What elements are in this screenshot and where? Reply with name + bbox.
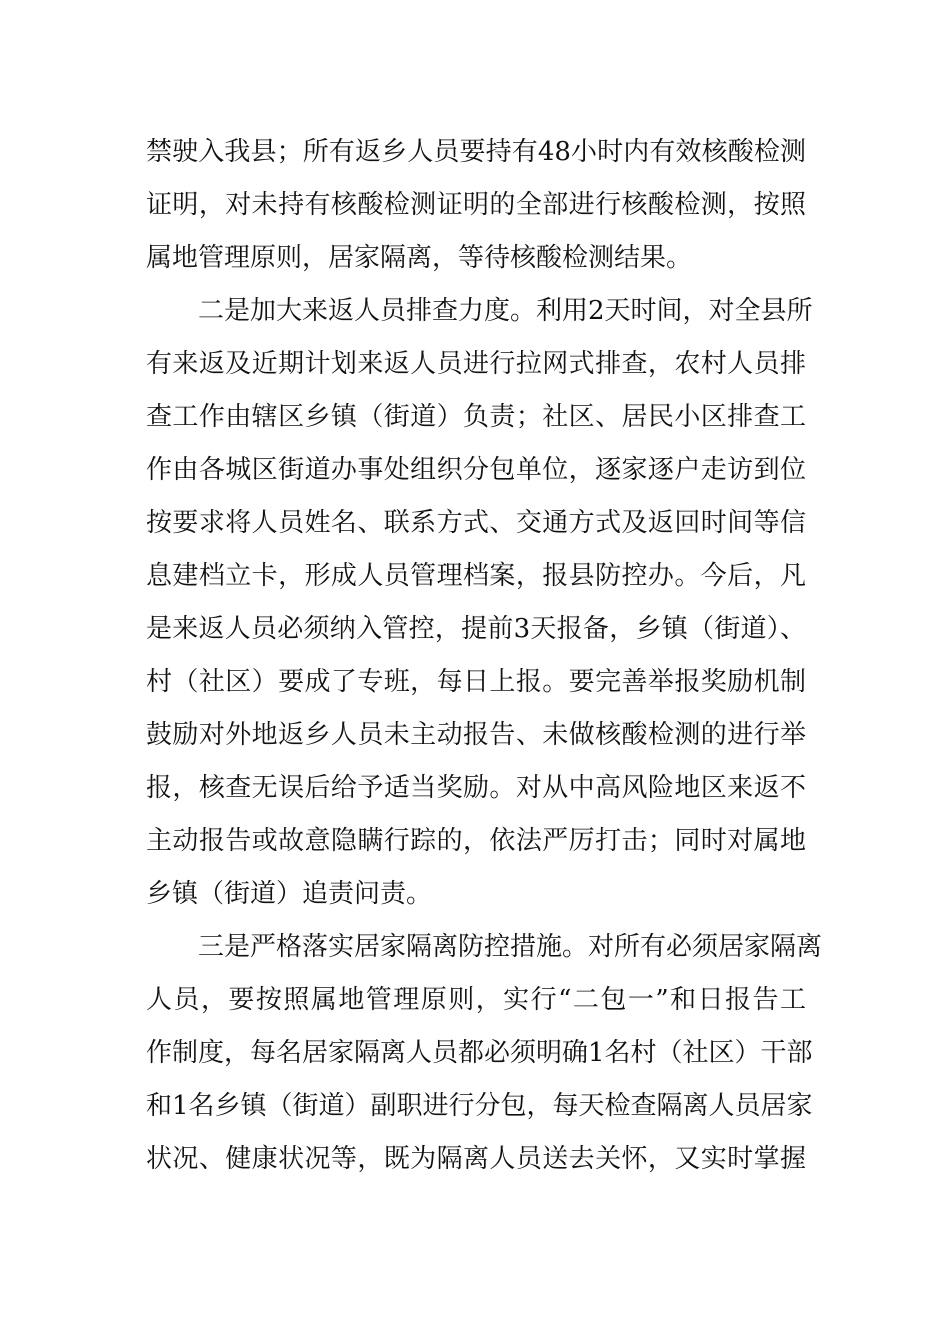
text-line: 是来返人员必须纳入管控，提前3天报备，乡镇（街道）、 — [146, 614, 806, 644]
text-line: 证明，对未持有核酸检测证明的全部进行核酸检测，按照 — [146, 190, 806, 220]
text-line: 和1名乡镇（街道）副职进行分包，每天检查隔离人员居家 — [146, 1091, 813, 1121]
text-line: 查工作由辖区乡镇（街道）负责；社区、居民小区排查工 — [146, 402, 806, 432]
text-line: 人员，要按照属地管理原则，实行“二包一”和日报告工 — [146, 985, 806, 1015]
text-line: 按要求将人员姓名、联系方式、交通方式及返回时间等信 — [146, 508, 806, 538]
text-line: 二是加大来返人员排查力度。利用2天时间，对全县所 — [198, 296, 813, 326]
text-line: 有来返及近期计划来返人员进行拉网式排查，农村人员排 — [146, 349, 806, 379]
body-text — [146, 126, 823, 1186]
text-line: 鼓励对外地返乡人员未主动报告、未做核酸检测的进行举 — [146, 720, 806, 750]
text-line: 状况、健康状况等，既为隔离人员送去关怀，又实时掌握 — [146, 1144, 806, 1174]
text-line: 村（社区）要成了专班，每日上报。要完善举报奖励机制 — [146, 667, 806, 697]
text-line: 主动报告或故意隐瞒行踪的，依法严厉打击；同时对属地 — [146, 826, 806, 856]
text-line: 乡镇（街道）追责问责。 — [146, 879, 433, 909]
text-line: 三是严格落实居家隔离防控措施。对所有必须居家隔离 — [198, 932, 823, 962]
text-line: 报，核查无误后给予适当奖励。对从中高风险地区来返不 — [146, 773, 806, 803]
text-line: 禁驶入我县；所有返乡人员要持有48小时内有效核酸检测 — [146, 137, 806, 167]
text-line: 属地管理原则，居家隔离，等待核酸检测结果。 — [146, 243, 693, 273]
text-line: 作由各城区街道办事处组织分包单位，逐家逐户走访到位 — [146, 455, 806, 485]
text-line: 作制度，每名居家隔离人员都必须明确1名村（社区）干部 — [146, 1038, 813, 1068]
text-line: 息建档立卡，形成人员管理档案，报县防控办。今后，凡 — [146, 561, 806, 591]
